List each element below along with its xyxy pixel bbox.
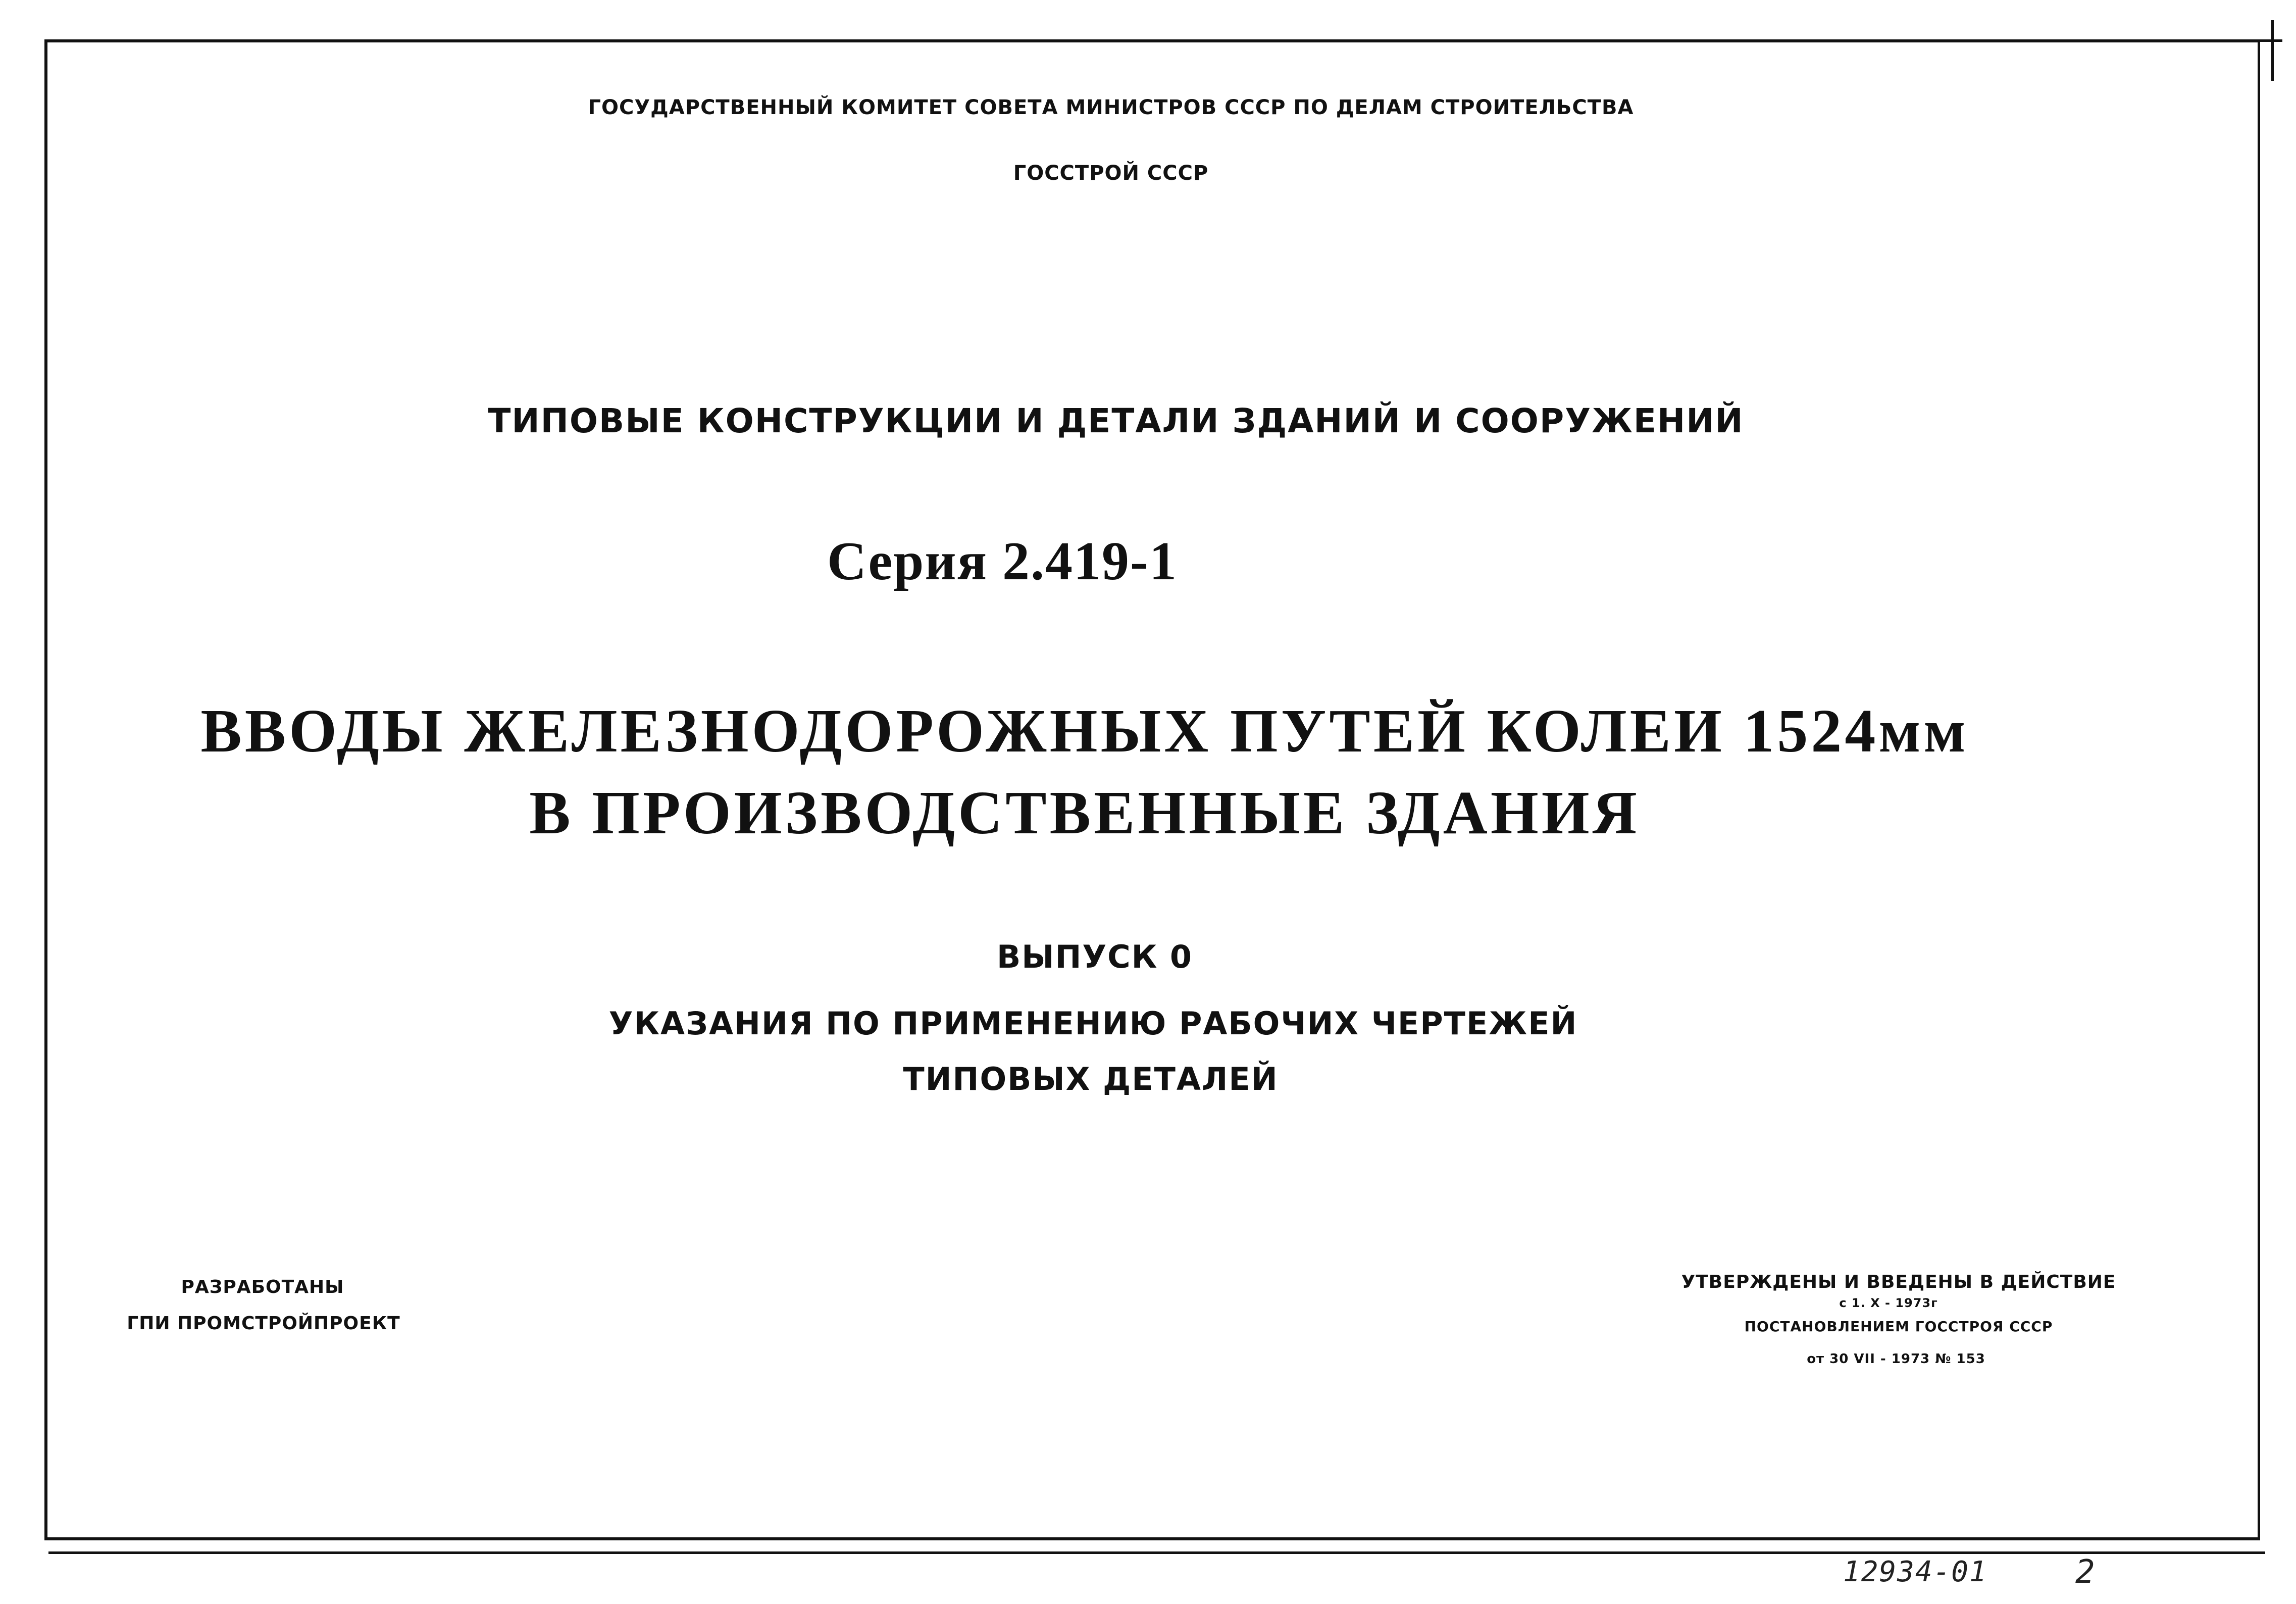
- approved-date: с 1. X - 1973г: [1839, 1296, 1938, 1310]
- developed-label: РАЗРАБОТАНЫ: [181, 1277, 344, 1297]
- agency-name: ГОССТРОЙ СССР: [1013, 162, 1209, 185]
- document-title-line-2: В ПРОИЗВОДСТВЕННЫЕ ЗДАНИЯ: [529, 779, 1640, 847]
- right-tick: [2271, 20, 2274, 81]
- decree-number: от 30 VII - 1973 № 153: [1807, 1351, 1985, 1367]
- approval-decree: ПОСТАНОВЛЕНИЕМ ГОССТРОЯ СССР: [1744, 1318, 2053, 1335]
- document-code: 12934-01: [1843, 1556, 1987, 1588]
- instructions-line-1: УКАЗАНИЯ ПО ПРИМЕНЕНИЮ РАБОЧИХ ЧЕРТЕЖЕЙ: [608, 1005, 1578, 1042]
- corner-tick: [2252, 39, 2282, 42]
- instructions-line-2: ТИПОВЫХ ДЕТАЛЕЙ: [903, 1061, 1279, 1097]
- series-number: Серия 2.419-1: [827, 531, 1178, 591]
- bottom-rule: [48, 1551, 2265, 1554]
- approved-label: УТВЕРЖДЕНЫ И ВВЕДЕНЫ В ДЕЙСТВИЕ: [1681, 1272, 2116, 1292]
- developer-organization: ГПИ ПРОМСТРОЙПРОЕКТ: [127, 1313, 400, 1334]
- issue-number: ВЫПУСК 0: [996, 938, 1193, 975]
- committee-name: ГОСУДАРСТВЕННЫЙ КОМИТЕТ СОВЕТА МИНИСТРОВ СССР ПО ДЕЛАМ СТРОИТЕЛЬСТВА: [588, 96, 1634, 119]
- collection-title: ТИПОВЫЕ КОНСТРУКЦИИ И ДЕТАЛИ ЗДАНИЙ И СООРУЖЕНИЙ: [488, 402, 1744, 440]
- document-title-line-1: ВВОДЫ ЖЕЛЕЗНОДОРОЖНЫХ ПУТЕЙ КОЛЕИ 1524мм: [200, 697, 1969, 765]
- sheet-number: 2: [2075, 1553, 2095, 1591]
